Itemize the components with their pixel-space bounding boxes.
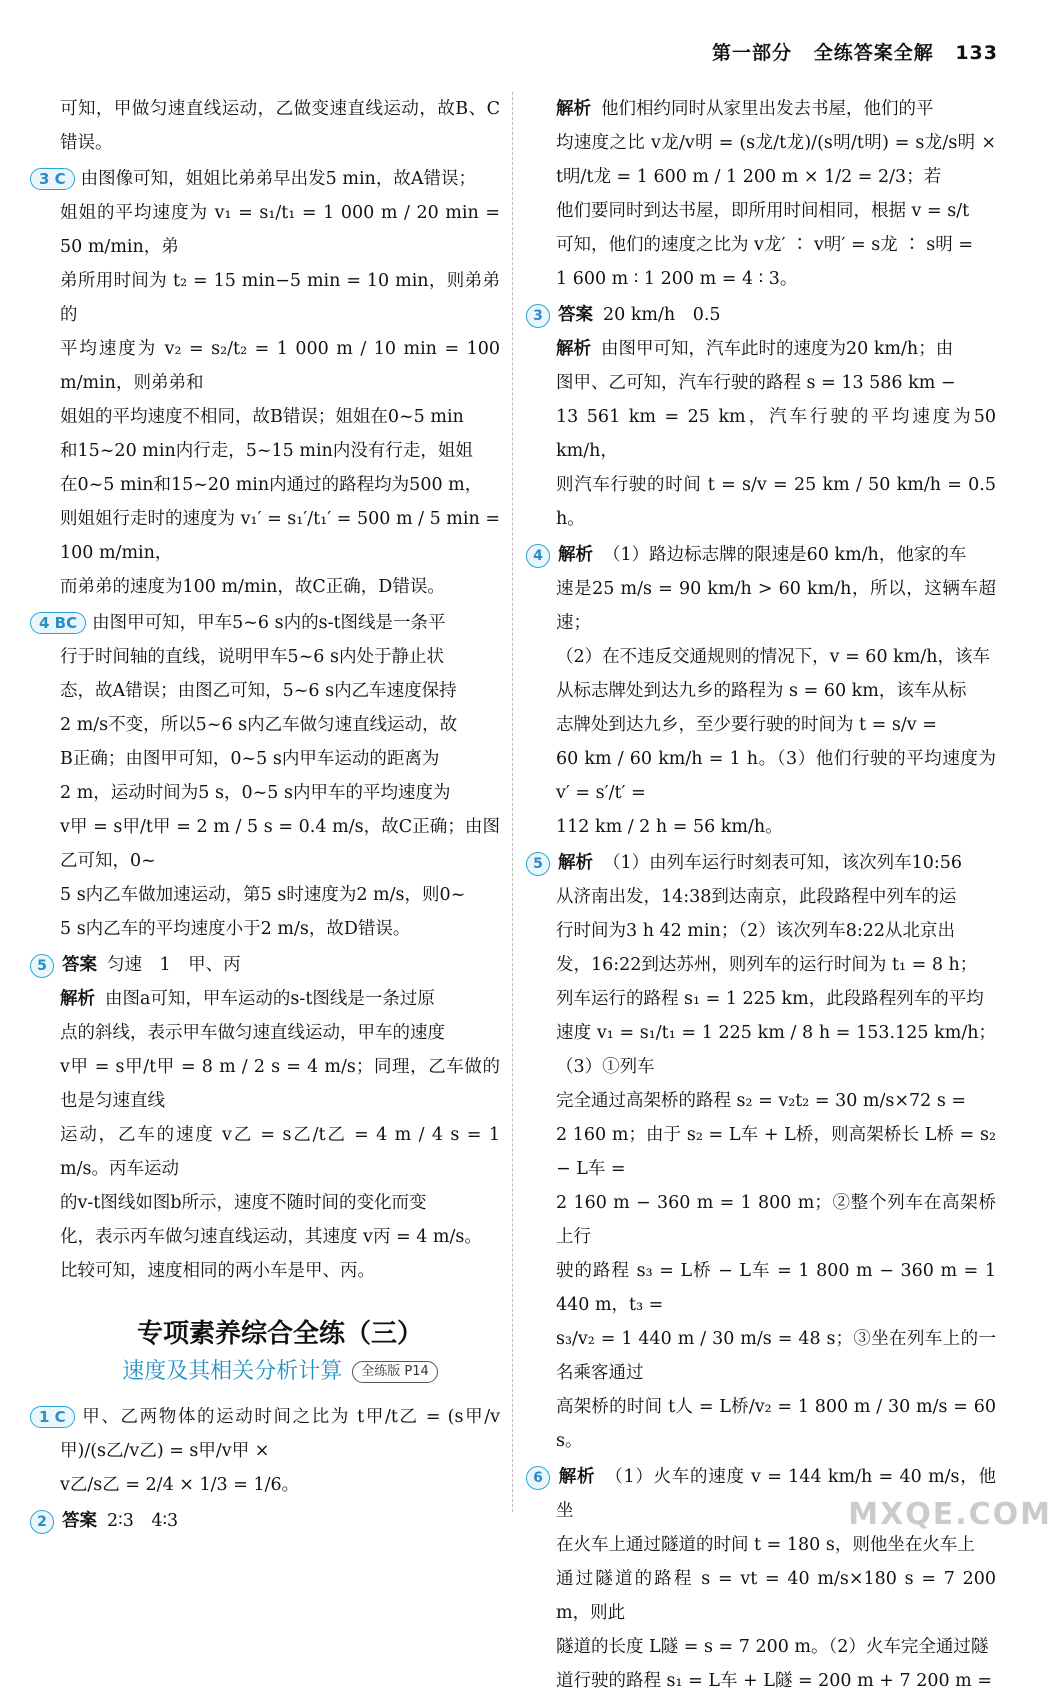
question-3: 3 C 由图像可知，姐姐比弟弟早出发5 min，故A错误； 姐姐的平均速度为 v₁ = s₁/t₁ = 1 000 m / 20 min = 50 m/min，弟 弟所用时间为 t₂ = 15 min−5 min = 10 min，则弟弟的 平均速度为 v₂ = s₂/t₂ = 1 000 m / 10 min = 100 m/min，则弟弟和 姐姐的平均速度不相同，故B错误；姐姐在0~5 min 和15~20 min内行走，5~15 min内没有行走，姐姐 在0~5 min和15~20 min内通过的路程均为500 m， 则姐姐行走时的速度为 v₁′ = s₁′/t₁′ = 500 m / 5 min = 100 m/min， 而弟弟的速度为100 m/min，故C正确，D错误。 [60, 162, 500, 604]
analysis-label: 解析 [60, 989, 95, 1009]
question-badge: 4 BC [30, 612, 86, 634]
question-badge: 3 C [30, 168, 75, 190]
question-number: 6 [526, 1466, 550, 1490]
analysis-label: 解析 [556, 99, 591, 119]
section-reference-badge: 全练版 P14 [352, 1361, 438, 1383]
header-title: 全练答案全解 [813, 42, 934, 64]
question-5: 5 答案 匀速 1 甲、丙 解析 由图a可知，甲车运动的s-t图线是一条过原 点的斜线，表示甲车做匀速直线运动，甲车的速度 v甲 = s甲/t甲 = 8 m / 2 s = 4 m/s；同理，乙车做的也是匀速直线 运动，乙车的速度 v乙 = s乙/t乙 = 4 m / 4 s = 1 m/s。丙车运动 的v-t图线如图b所示，速度不随时间的变化而变 化，表示丙车做匀速直线运动，其速度 v丙 = 4 m/s。 比较可知，速度相同的两小车是甲、丙。 [60, 948, 500, 1288]
question-number: 2 [30, 1510, 54, 1534]
left-column [37, 92, 500, 1538]
paragraph-continued: 可知，甲做匀速直线运动，乙做变速直线运动，故B、C错误。 [60, 99, 500, 153]
page-header [698, 38, 998, 65]
question-r3: 3 答案 20 km/h 0.5 解析 由图甲可知，汽车此时的速度为20 km/h；由 图甲、乙可知，汽车行驶的路程 s = 13 586 km − 13 561 km = 25 km，汽车行驶的平均速度为50 km/h， 则汽车行驶的时间 t = s/v = 25 km / 50 km/h = 0.5 h。 [556, 298, 996, 536]
question-r4: 4 解析 （1）路边标志牌的限速是60 km/h，他家的车 速是25 m/s = 90 km/h > 60 km/h，所以，这辆车超速； （2）在不违反交通规则的情况下，v = 60 km/h，该车 从标志牌处到达九乡的路程为 s = 60 km，该车从标 志牌处到达九乡，至少要行驶的时间为 t = s/v = 60 km / 60 km/h = 1 h。（3）他们行驶的平均速度为 v′ = s′/t′ = 112 km / 2 h = 56 km/h。 [556, 538, 996, 844]
analysis-label: 解析 [558, 1467, 596, 1487]
answer-label: 答案 [62, 1511, 97, 1531]
watermark-logo: MXQE.COM [848, 1497, 1052, 1532]
section-question-2: 2 答案 2∶3 4∶3 [60, 1504, 500, 1538]
section-question-1: 1 C 甲、乙两物体的运动时间之比为 t甲/t乙 = (s甲/v甲)/(s乙/v乙) = s甲/v甲 × v乙/s乙 = 2/4 × 1/3 = 1/6。 [60, 1400, 500, 1502]
question-r6: 6 解析 （1）火车的速度 v = 144 km/h = 40 m/s，他坐 在火车上通过隧道的时间 t = 180 s，则他坐在火车上 通过隧道的路程 s = vt = 40 m/s×180 s = 7 200 m，则此 隧道的长度 L隧 = s = 7 200 m。（2）火车完全通过隧 道行驶的路程 s₁ = L车 + L隧 = 200 m + 7 200 m = [556, 1460, 996, 1698]
right-column [533, 92, 997, 1698]
question-4: 4 BC 由图甲可知，甲车5~6 s内的s-t图线是一条平 行于时间轴的直线，说明甲车5~6 s内处于静止状 态，故A错误；由图乙可知，5~6 s内乙车速度保持 2 m/s不变，所以5~6 s内乙车做匀速直线运动，故 B正确；由图甲可知，0~5 s内甲车运动的距离为 2 m，运动时间为5 s，0~5 s内甲车的平均速度为 v甲 = s甲/t甲 = 2 m / 5 s = 0.4 m/s，故C正确；由图乙可知，0~ 5 s内乙车做加速运动，第5 s时速度为2 m/s，则0~ 5 s内乙车的平均速度小于2 m/s，故D错误。 [60, 606, 500, 946]
page-number: 133 [955, 42, 998, 64]
analysis-label: 解析 [558, 853, 593, 873]
analysis-continued: 解析 他们相约同时从家里出发去书屋，他们的平 均速度之比 v龙/v明 = (s龙/t龙)/(s明/t明) = s龙/s明 × t明/t龙 = 1 600 m / 1 200 m × 1/2 = 2/3；若 他们要同时到达书屋，即所用时间相同，根据 v = s/t 可知，他们的速度之比为 v龙′ ∶ v明′ = s龙 ∶ s明 = 1 600 m ∶ 1 200 m = 4 ∶ 3。 [556, 99, 996, 289]
question-r5: 5 解析 （1）由列车运行时刻表可知，该次列车10:56 从济南出发，14:38到达南京，此段路程中列车的运 行时间为3 h 42 min；（2）该次列车8:22从北京出 发，16:22到达苏州，则列车的运行时间为 t₁ = 8 h； 列车运行的路程 s₁ = 1 225 km，此段路程列车的平均 速度 v₁ = s₁/t₁ = 1 225 km / 8 h = 153.125 km/h；（3）①列车 完全通过高架桥的路程 s₂ = v₂t₂ = 30 m/s×72 s = 2 160 m；由于 s₂ = L车 + L桥，则高架桥长 L桥 = s₂ − L车 = 2 160 m − 360 m = 1 800 m；②整个列车在高架桥上行 驶的路程 s₃ = L桥 − L车 = 1 800 m − 360 m = 1 440 m，t₃ = s₃/v₂ = 1 440 m / 30 m/s = 48 s；③坐在列车上的一名乘客通过 高架桥的时间 t人 = L桥/v₂ = 1 800 m / 30 m/s = 60 s。 [556, 846, 996, 1458]
question-number: 3 [526, 304, 550, 328]
question-badge: 1 C [30, 1406, 75, 1428]
answer-label: 答案 [62, 955, 97, 975]
analysis-label: 解析 [558, 545, 593, 565]
question-number: 4 [526, 544, 550, 568]
question-number: 5 [526, 852, 550, 876]
section-subtitle: 速度及其相关分析计算 全练版 P14 [60, 1354, 500, 1390]
column-divider [512, 92, 513, 1512]
section-title: 专项素养综合全练（三） [136, 1319, 423, 1349]
analysis-label: 解析 [556, 339, 591, 359]
header-section: 第一部分 [712, 42, 793, 64]
question-number: 5 [30, 954, 54, 978]
answer-label: 答案 [558, 305, 593, 325]
